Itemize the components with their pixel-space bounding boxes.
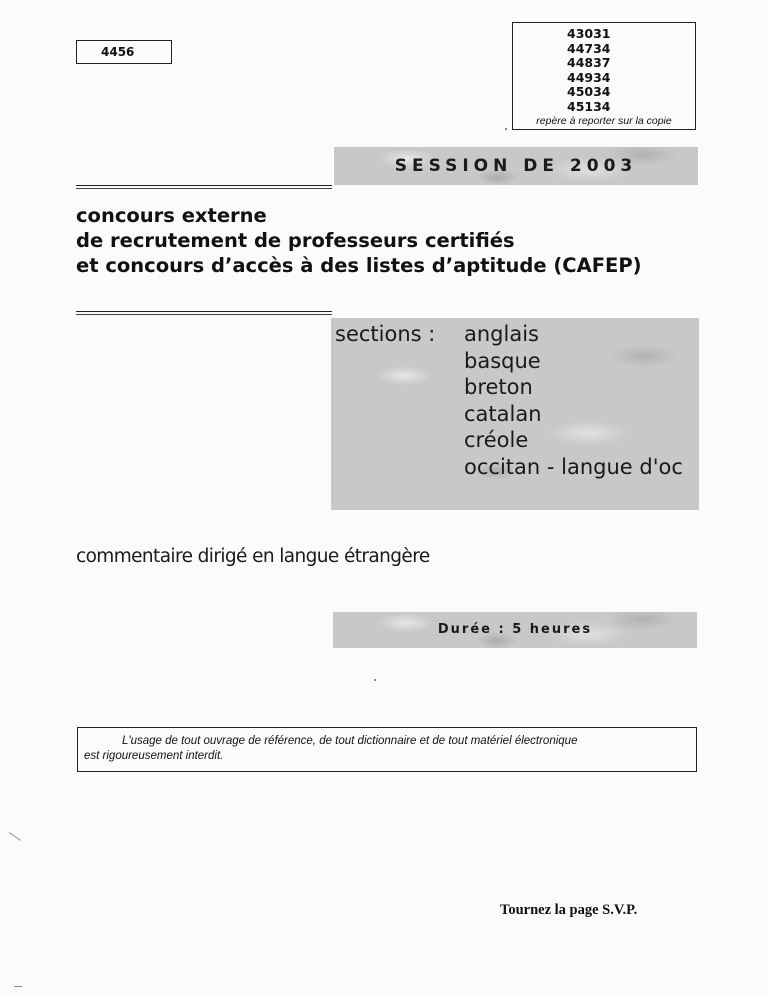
- scan-speck: [374, 679, 376, 681]
- sections-box: [331, 318, 699, 510]
- session-banner: SESSION DE 2003: [334, 147, 698, 185]
- exam-code: 45134: [567, 98, 611, 114]
- section-item: catalan: [464, 401, 542, 426]
- section-item: occitan - langue d'oc: [464, 454, 683, 479]
- reference-code-box: 4456: [76, 40, 172, 64]
- exam-title: [76, 203, 642, 278]
- sections-list: [464, 321, 683, 480]
- notice-line: est rigoureusement interdit.: [84, 750, 224, 762]
- notice-line: L'usage de tout ouvrage de référence, de tout dictionnaire et de tout matériel électronique: [122, 735, 578, 747]
- turn-page-note: Tournez la page S.V.P.: [500, 902, 638, 918]
- exam-title-line: et concours d’accès à des listes d’aptitude (CAFEP): [76, 254, 642, 277]
- notice-box: [77, 727, 697, 772]
- sections-label: sections :: [335, 322, 436, 346]
- exam-title-line: concours externe: [76, 204, 267, 227]
- scan-speck: [14, 986, 22, 987]
- section-item: créole: [464, 428, 529, 452]
- exam-code: 44934: [567, 69, 611, 85]
- section-item: breton: [464, 375, 533, 399]
- exam-code: 43031: [567, 26, 611, 41]
- scan-speck: [9, 832, 21, 841]
- codes-note: repère à reporter sur la copie: [536, 115, 672, 127]
- divider-line: [76, 311, 332, 315]
- exam-code: 45034: [567, 84, 611, 100]
- scan-speck: [505, 128, 507, 130]
- exam-subject: commentaire dirigé en langue étrangère: [76, 546, 430, 567]
- exam-code: 44837: [567, 55, 611, 71]
- exam-code: 44734: [567, 40, 611, 56]
- section-item: anglais: [464, 322, 539, 346]
- exam-code-list: [567, 27, 611, 115]
- section-item: basque: [464, 348, 541, 373]
- exam-codes-box: [512, 22, 696, 130]
- divider-line: [76, 185, 332, 189]
- duration-banner: Durée : 5 heures: [333, 612, 697, 648]
- exam-title-line: de recrutement de professeurs certifiés: [76, 229, 515, 252]
